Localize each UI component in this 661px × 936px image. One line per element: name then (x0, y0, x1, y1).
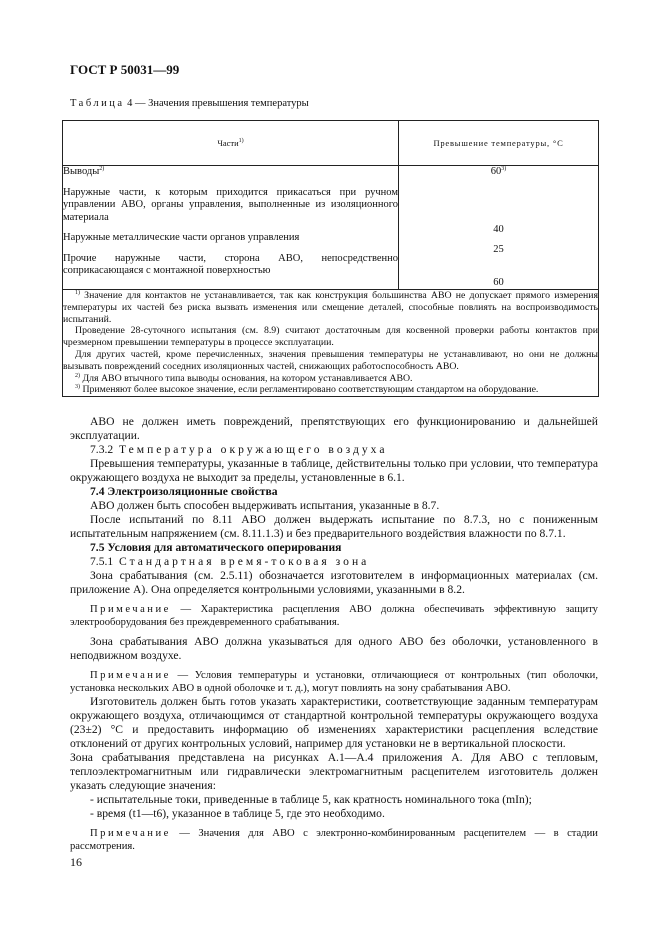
table-caption-label: Таблица (70, 98, 125, 109)
section-heading-7-5-1: 7.5.1 Стандартная время-токовая зона (90, 555, 370, 568)
table-notes-row (63, 290, 599, 397)
paragraph: Превышения температуры, указанные в таблице, действительны только при условии, что температура окружающего воздуха не выходит за пределы, установленные в 6.1. (70, 457, 598, 484)
row-name-terminals: Выводы$^{2)}$ (63, 166, 105, 177)
table-note: $^{1)}$ Значение для контактов не устанавливается, так как конструкция большинства АВО не допускает прямого измерения температуры их частей без риска вызвать изменения или смещение деталей, способные повлиять на воспроизводимость испытаний. (63, 290, 598, 325)
table-header-row (63, 121, 599, 166)
table-note: $^{2)}$ Для АВО втычного типа выводы основания, на котором устанавливается АВО. (75, 372, 413, 384)
paragraph: Зона срабатывания (см. 2.5.11) обозначается изготовителем в информационных материалах (см. приложение А). Она определяется контрольными условиями, указанными в 8.2. (70, 569, 598, 596)
paragraph: АВО не должен иметь повреждений, препятствующих его функционированию и дальнейшей эксплуатации. (70, 415, 598, 442)
row-name-other-parts: Прочие наружные части, сторона АВО, непосредственно соприкасающаяся с монтажной поверхностью (63, 252, 398, 276)
values-cell (399, 166, 599, 290)
temperature-rise-table (62, 120, 599, 397)
col-parts-header: Части$^{1)}$ (63, 121, 399, 166)
table-caption (70, 98, 309, 109)
col-temp-header: Превышение температуры, °С (399, 121, 599, 166)
paragraph: Зона срабатывания представлена на рисунках А.1—А.4 приложения А. Для АВО с тепловым, теплоэлектромагнитным или гидравлически электромагнитным расцепителем изготовитель должен указать следующие значения: (70, 751, 598, 792)
document-header: ГОСТ Р 50031—99 (70, 62, 180, 77)
table-note: Для других частей, кроме перечисленных, значения превышения температуры не устанавливают, но они не должны вызывать повреждений соседних изоляционных частей, снижающих работоспособность АВО. (63, 348, 598, 372)
table-note: $^{3)}$ Применяют более высокое значение, если регламентировано соответствующим стандартом на оборудование. (75, 384, 539, 396)
note: Примечание — Характеристика расцепления АВО должна обеспечивать эффективную защиту электрооборудования без преждевременного срабатывания. (70, 604, 598, 628)
row-value-metal-parts: 25 (493, 244, 504, 255)
parts-cell (63, 166, 399, 290)
note: Примечание — Значения для АВО с электронно-комбинированным расцепителем — в стадии рассмотрения. (70, 828, 598, 852)
list-item: - испытательные токи, приведенные в таблице 5, как кратность номинального тока (mIn); (90, 793, 532, 806)
paragraph: После испытаний по 8.11 АВО должен выдержать испытание по 8.7.3, но с пониженным испытательным напряжением (см. 8.11.1.3) и без предварительного воздействия влажности по 8.7.1. (70, 513, 598, 540)
body-text (70, 415, 598, 853)
page-number: 16 (70, 855, 82, 869)
row-name-manual-parts: Наружные части, к которым приходится прикасаться при ручном управлении АВО, органы управления, выполненные из изоляционного материала (63, 186, 398, 223)
table-notes (63, 290, 599, 397)
table-row (63, 166, 599, 290)
note: Примечание — Условия температуры и установки, отличающиеся от контрольных (тип оболочки, установка нескольких АВО в одной оболочке и т. д.), могут повлиять на зону срабатывания АВО. (70, 670, 599, 694)
table-caption-text: 4 — Значения превышения температуры (127, 98, 309, 109)
section-heading-7-4: 7.4 Электроизоляционные свойства (90, 485, 278, 498)
paragraph: Изготовитель должен быть готов указать характеристики, соответствующие заданным температурам окружающего воздуха, отличающимся от стандартной контрольной температуры окружающего воздуха (23±2) °С и предоставить информацию об изменениях характеристики расцепления вследствие отклонений от других контрольных условий, например для установки не в вертикальной плоскости. (70, 695, 598, 750)
row-name-metal-parts: Наружные металлические части органов управления (63, 232, 300, 243)
row-value-other-parts: 60 (493, 276, 504, 288)
section-heading-7-5: 7.5 Условия для автоматического оперирования (90, 541, 342, 554)
row-value-manual-parts: 40 (493, 223, 504, 235)
paragraph: АВО должен быть способен выдерживать испытания, указанные в 8.7. (90, 499, 440, 512)
paragraph: Зона срабатывания АВО должна указываться для одного АВО без оболочки, установленного в неподвижном воздухе. (70, 635, 598, 662)
table-note: Проведение 28-суточного испытания (см. 8.9) считают достаточным для косвенной проверки работы контактов при чрезмерном превышении температуры в процессе эксплуатации. (63, 325, 598, 349)
section-heading-7-3-2: 7.3.2 Температура окружающего воздуха (90, 443, 388, 456)
list-item: - время (t1—t6), указанное в таблице 5, где это необходимо. (90, 807, 385, 820)
row-value-terminals: 60$^{3)}$ (490, 166, 507, 177)
